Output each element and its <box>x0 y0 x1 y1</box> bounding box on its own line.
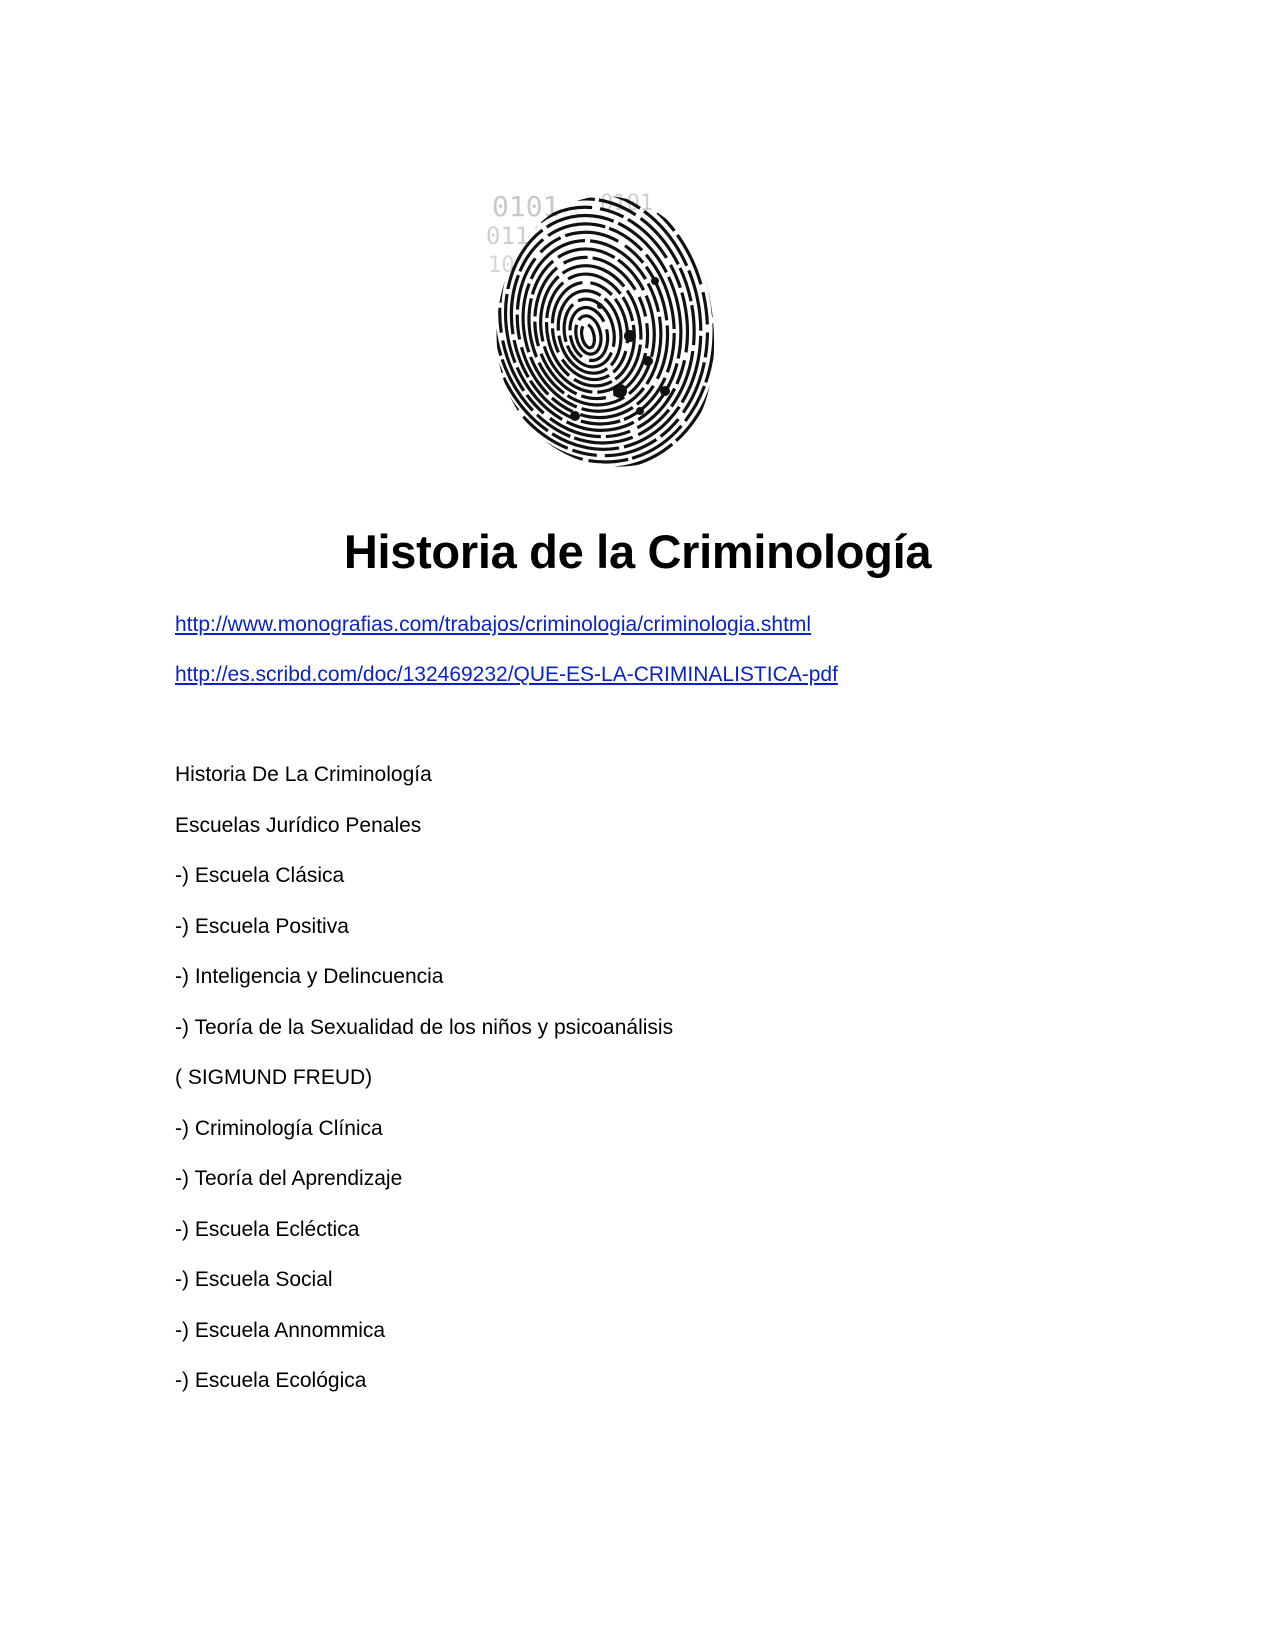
fingerprint-digits-4: 10 <box>488 253 515 278</box>
source-link-scribd[interactable]: http://es.scribd.com/doc/132469232/QUE-ES-LA-CRIMINALISTICA-pdf <box>175 663 838 686</box>
fingerprint-blotch <box>643 356 653 366</box>
list-item: -) Teoría del Aprendizaje <box>175 1167 403 1190</box>
fingerprint-blotch <box>660 386 670 396</box>
fingerprint-blotch <box>570 411 580 421</box>
fingerprint-blotch <box>624 330 636 342</box>
fingerprint-blotch <box>597 303 603 309</box>
list-item: -) Escuela Annommica <box>175 1319 386 1342</box>
fingerprint-digits-3: 011 <box>486 222 530 250</box>
source-link-monografias[interactable]: http://www.monografias.com/trabajos/criminologia/criminologia.shtml <box>175 613 812 636</box>
fingerprint-blotch <box>651 277 659 285</box>
list-item: -) Criminología Clínica <box>175 1117 383 1140</box>
list-item: -) Escuela Ecléctica <box>175 1218 360 1241</box>
list-item: -) Escuela Social <box>175 1268 333 1291</box>
page-title: Historia de la Criminología <box>343 525 932 578</box>
list-item-note: ( SIGMUND FREUD) <box>175 1066 373 1089</box>
section-heading-escuelas: Escuelas Jurídico Penales <box>175 814 422 837</box>
list-item: -) Teoría de la Sexualidad de los niños y psicoanálisis <box>175 1016 674 1039</box>
list-item: -) Escuela Clásica <box>175 864 345 887</box>
fingerprint-icon <box>480 186 730 476</box>
section-heading-historia: Historia De La Criminología <box>175 763 432 786</box>
list-item: -) Inteligencia y Delincuencia <box>175 965 444 988</box>
fingerprint-blotch <box>613 384 627 398</box>
fingerprint-digits-1: 0101 <box>492 190 560 223</box>
fingerprint-blotch <box>636 407 644 415</box>
list-item: -) Escuela Ecológica <box>175 1369 367 1392</box>
fingerprint-ridge <box>580 323 597 349</box>
fingerprint-digits-2: 0101 <box>600 191 653 216</box>
list-item: -) Escuela Positiva <box>175 915 349 938</box>
